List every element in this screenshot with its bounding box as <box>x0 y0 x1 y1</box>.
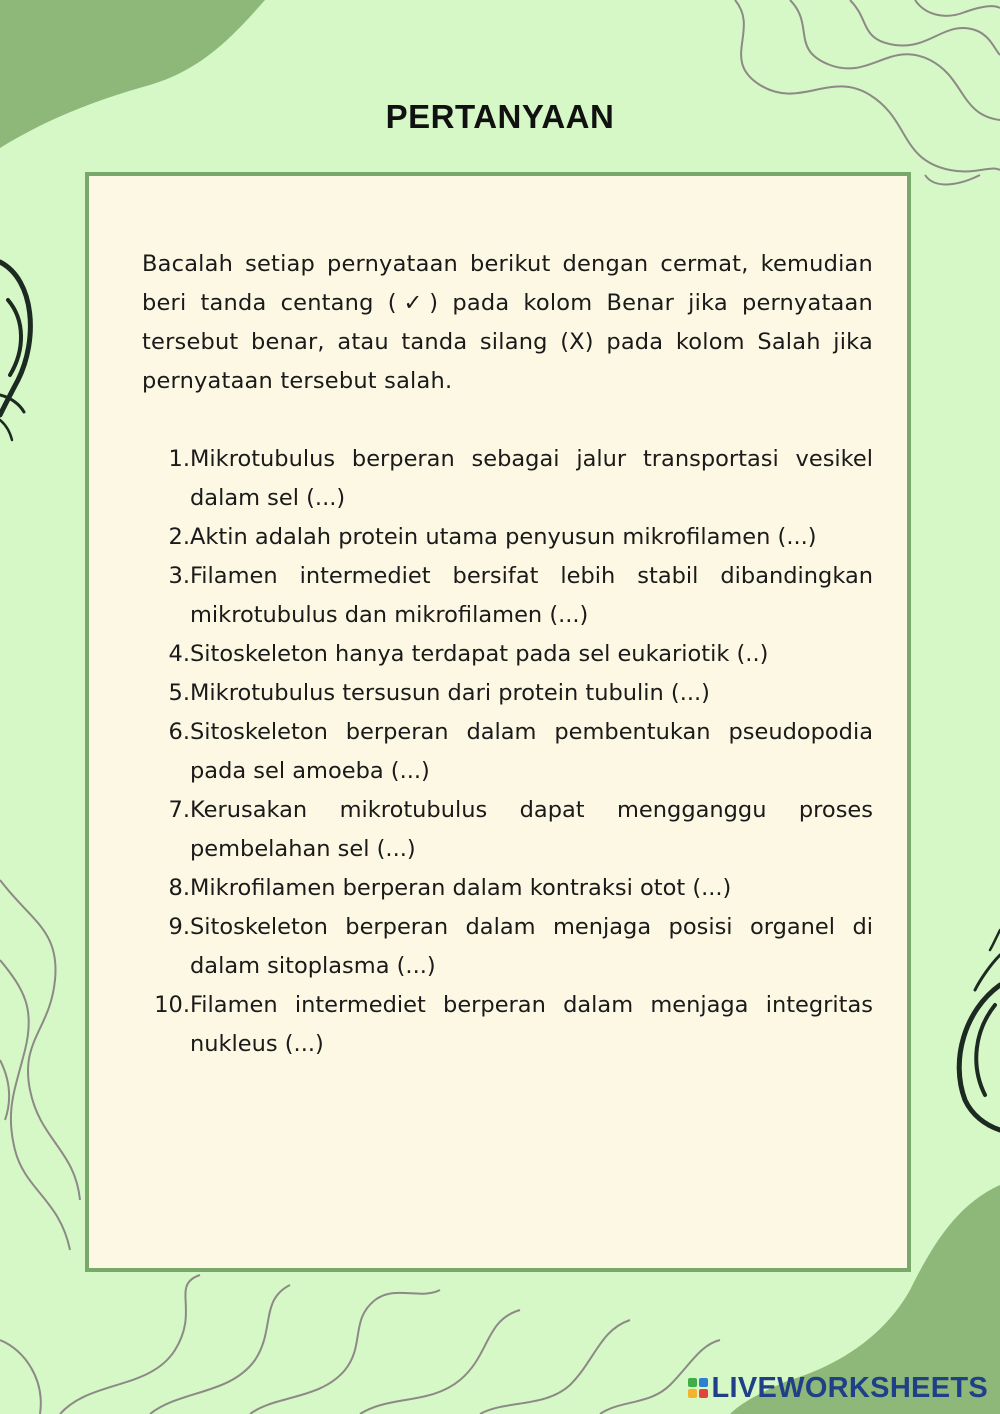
item-number: 7. <box>168 797 190 823</box>
instructions-text-end: ) pada kolom Benar jika pernyataan tersebut benar, atau tanda silang (X) pada kolom Salah jika pernyataan tersebut salah. <box>142 290 873 394</box>
list-item <box>142 557 873 635</box>
item-text: Sitoskeleton berperan dalam menjaga posisi organel di dalam sitoplasma (...) <box>190 914 873 979</box>
logo-text: LIVEWORKSHEETS <box>711 1371 988 1404</box>
list-item <box>142 908 873 986</box>
list-item <box>142 713 873 791</box>
instructions <box>142 245 873 401</box>
item-number: 9. <box>168 914 190 940</box>
item-number: 6. <box>168 719 190 745</box>
left-wave-lines <box>0 880 80 1250</box>
item-text: Sitoskeleton berperan dalam pembentukan pseudopodia pada sel amoeba (...) <box>190 719 873 784</box>
top-right-wave-lines <box>735 0 1000 184</box>
list-item <box>142 635 873 674</box>
item-text: Mikrofilamen berperan dalam kontraksi otot (...) <box>190 875 732 901</box>
list-item <box>142 674 873 713</box>
instructions-text-start: Bacalah setiap pernyataan berikut dengan cermat, kemudian beri tanda centang ( <box>142 251 873 316</box>
right-brush-strokes <box>959 930 1000 1130</box>
item-number: 4. <box>168 641 190 667</box>
bottom-wave-lines <box>0 1275 720 1414</box>
item-number: 8. <box>168 875 190 901</box>
item-number: 2. <box>168 524 190 550</box>
list-item <box>142 440 873 518</box>
check-mark-icon: ✓ <box>396 290 430 316</box>
page-title: PERTANYAAN <box>385 98 615 135</box>
item-number: 5. <box>168 680 190 706</box>
item-text: Filamen intermediet berperan dalam menjaga integritas nukleus (...) <box>190 992 873 1057</box>
logo-grid-icon <box>688 1378 708 1398</box>
item-text: Mikrotubulus tersusun dari protein tubulin (...) <box>190 680 710 706</box>
item-text: Filamen intermediet bersifat lebih stabil dibandingkan mikrotubulus dan mikrofilamen (...) <box>190 563 873 628</box>
item-text: Kerusakan mikrotubulus dapat mengganggu proses pembelahan sel (...) <box>190 797 873 862</box>
question-list <box>142 440 873 1064</box>
liveworksheets-logo[interactable] <box>688 1370 989 1406</box>
list-item <box>142 986 873 1064</box>
item-number: 3. <box>168 563 190 589</box>
item-text: Sitoskeleton hanya terdapat pada sel eukariotik (..) <box>190 641 769 667</box>
item-number: 10. <box>154 992 190 1018</box>
item-text: Mikrotubulus berperan sebagai jalur transportasi vesikel dalam sel (...) <box>190 446 873 511</box>
left-brush-strokes <box>0 262 30 440</box>
list-item <box>142 791 873 869</box>
item-text: Aktin adalah protein utama penyusun mikrofilamen (...) <box>190 524 817 550</box>
list-item <box>142 518 873 557</box>
list-item <box>142 869 873 908</box>
item-number: 1. <box>168 446 190 472</box>
